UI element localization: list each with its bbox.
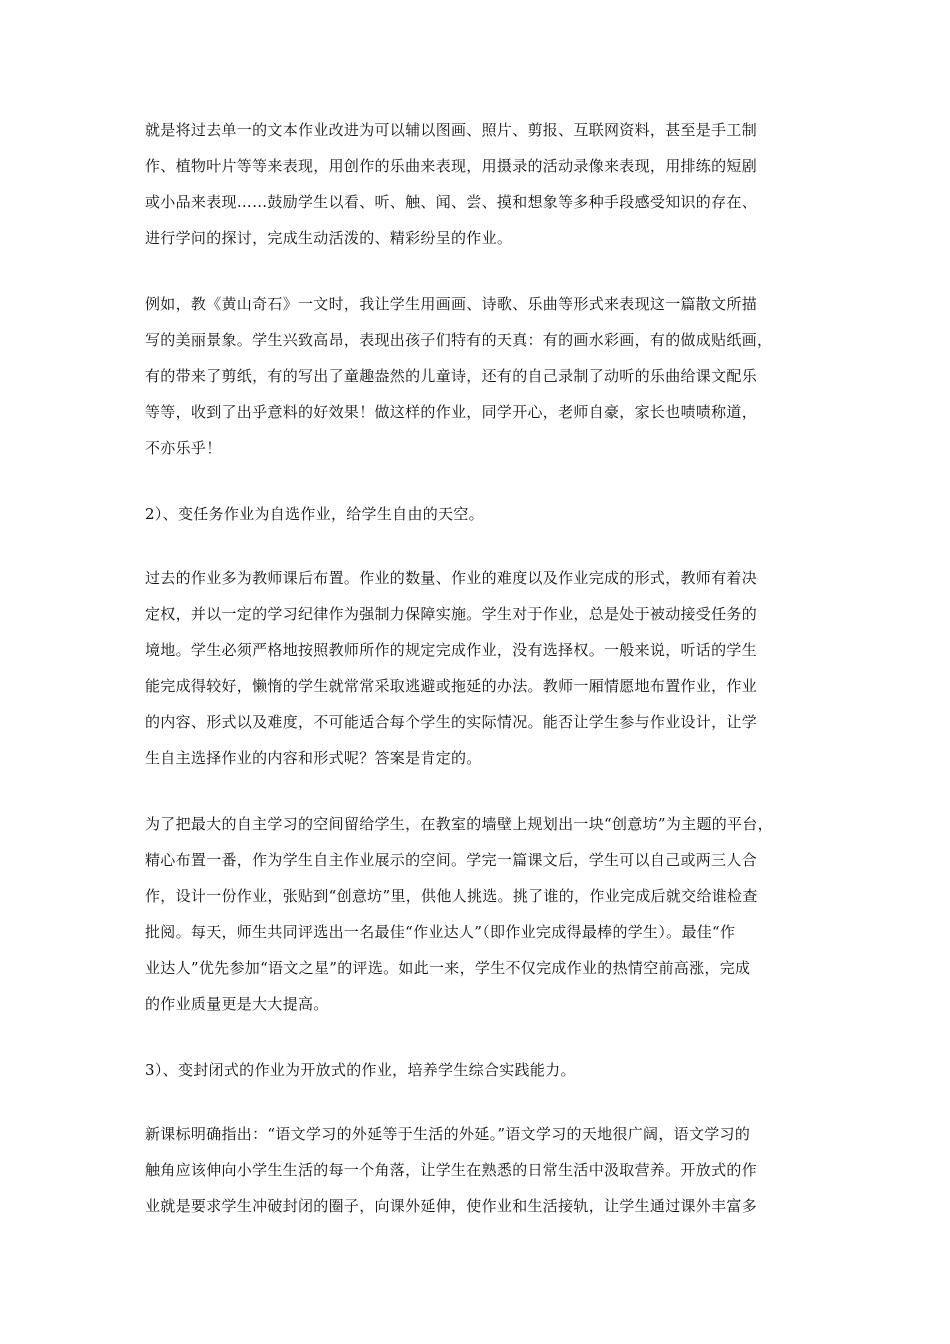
paragraph-example-huangshan xyxy=(145,286,817,466)
text-line: 3）、变封闭式的作业为开放式的作业，培养学生综合实践能力。 xyxy=(145,1061,576,1079)
text-line: 新课标明确指出：“语文学习的外延等于生活的外延。”语文学习的天地很广阔，语文学习的 xyxy=(145,1125,751,1143)
text-line: 的作业质量更是大大提高。 xyxy=(145,995,329,1013)
text-line: 精心布置一番，作为学生自主作业展示的空间。学完一篇课文后，学生可以自己或两三人合 xyxy=(145,851,758,869)
text-line: 触角应该伸向小学生生活的每一个角落，让学生在熟悉的日常生活中汲取营养。开放式的作 xyxy=(145,1161,758,1179)
paragraph-open-homework xyxy=(145,1116,817,1224)
text-line: 作、植物叶片等等来表现，用创作的乐曲来表现，用摄录的活动录像来表现，用排练的短剧 xyxy=(145,157,758,175)
text-line: 业就是要求学生冲破封闭的圈子，向课外延伸，使作业和生活接轨，让学生通过课外丰富多 xyxy=(145,1197,758,1215)
text-line: 2）、变任务作业为自选作业，给学生自由的天空。 xyxy=(145,505,484,523)
text-line: 作，设计一份作业，张贴到“创意坊”里，供他人挑选。挑了谁的，作业完成后就交给谁检查 xyxy=(145,887,758,905)
paragraph-creative-workshop xyxy=(145,806,817,1022)
text-line: 定权，并以一定的学习纪律作为强制力保障实施。学生对于作业，总是处于被动接受任务的 xyxy=(145,605,758,623)
text-line: 或小品来表现……鼓励学生以看、听、触、闻、尝、摸和想象等多种手段感受知识的存在、 xyxy=(145,193,758,211)
text-line: 进行学问的探讨，完成生动活泼的、精彩纷呈的作业。 xyxy=(145,229,513,247)
section-heading-3 xyxy=(145,1052,817,1088)
text-line: 为了把最大的自主学习的空间留给学生，在教室的墙壁上规划出一块“创意坊”为主题的平台， xyxy=(145,815,773,833)
text-line: 等等，收到了出乎意料的好效果！做这样的作业，同学开心，老师自豪，家长也啧啧称道， xyxy=(145,403,758,421)
text-line: 业达人”优先参加“语文之星”的评选。如此一来，学生不仅完成作业的热情空前高涨，完成 xyxy=(145,959,751,977)
text-line: 写的美丽景象。学生兴致高昂，表现出孩子们特有的天真：有的画水彩画，有的做成贴纸画， xyxy=(145,331,773,349)
section-heading-2 xyxy=(145,496,817,532)
paragraph-homework-forms xyxy=(145,112,817,256)
text-line: 不亦乐乎！ xyxy=(145,439,222,457)
text-line: 境地。学生必须严格地按照教师所作的规定完成作业，没有选择权。一般来说，听话的学生 xyxy=(145,641,758,659)
text-line: 例如，教《黄山奇石》一文时，我让学生用画画、诗歌、乐曲等形式来表现这一篇散文所描 xyxy=(145,295,758,313)
text-line: 批阅。每天，师生共同评选出一名最佳“作业达人”（即作业完成得最棒的学生）。最佳“作 xyxy=(145,923,736,941)
text-line: 过去的作业多为教师课后布置。作业的数量、作业的难度以及作业完成的形式，教师有着决 xyxy=(145,569,758,587)
text-line: 生自主选择作业的内容和形式呢？答案是肯定的。 xyxy=(145,749,482,767)
text-line: 就是将过去单一的文本作业改进为可以辅以图画、照片、剪报、互联网资料，甚至是手工制 xyxy=(145,121,758,139)
text-line: 的内容、形式以及难度，不可能适合每个学生的实际情况。能否让学生参与作业设计，让学 xyxy=(145,713,758,731)
text-line: 有的带来了剪纸，有的写出了童趣盎然的儿童诗，还有的自己录制了动听的乐曲给课文配乐 xyxy=(145,367,758,385)
text-line: 能完成得较好，懒惰的学生就常常采取逃避或拖延的办法。教师一厢情愿地布置作业，作业 xyxy=(145,677,758,695)
paragraph-task-homework xyxy=(145,560,817,776)
